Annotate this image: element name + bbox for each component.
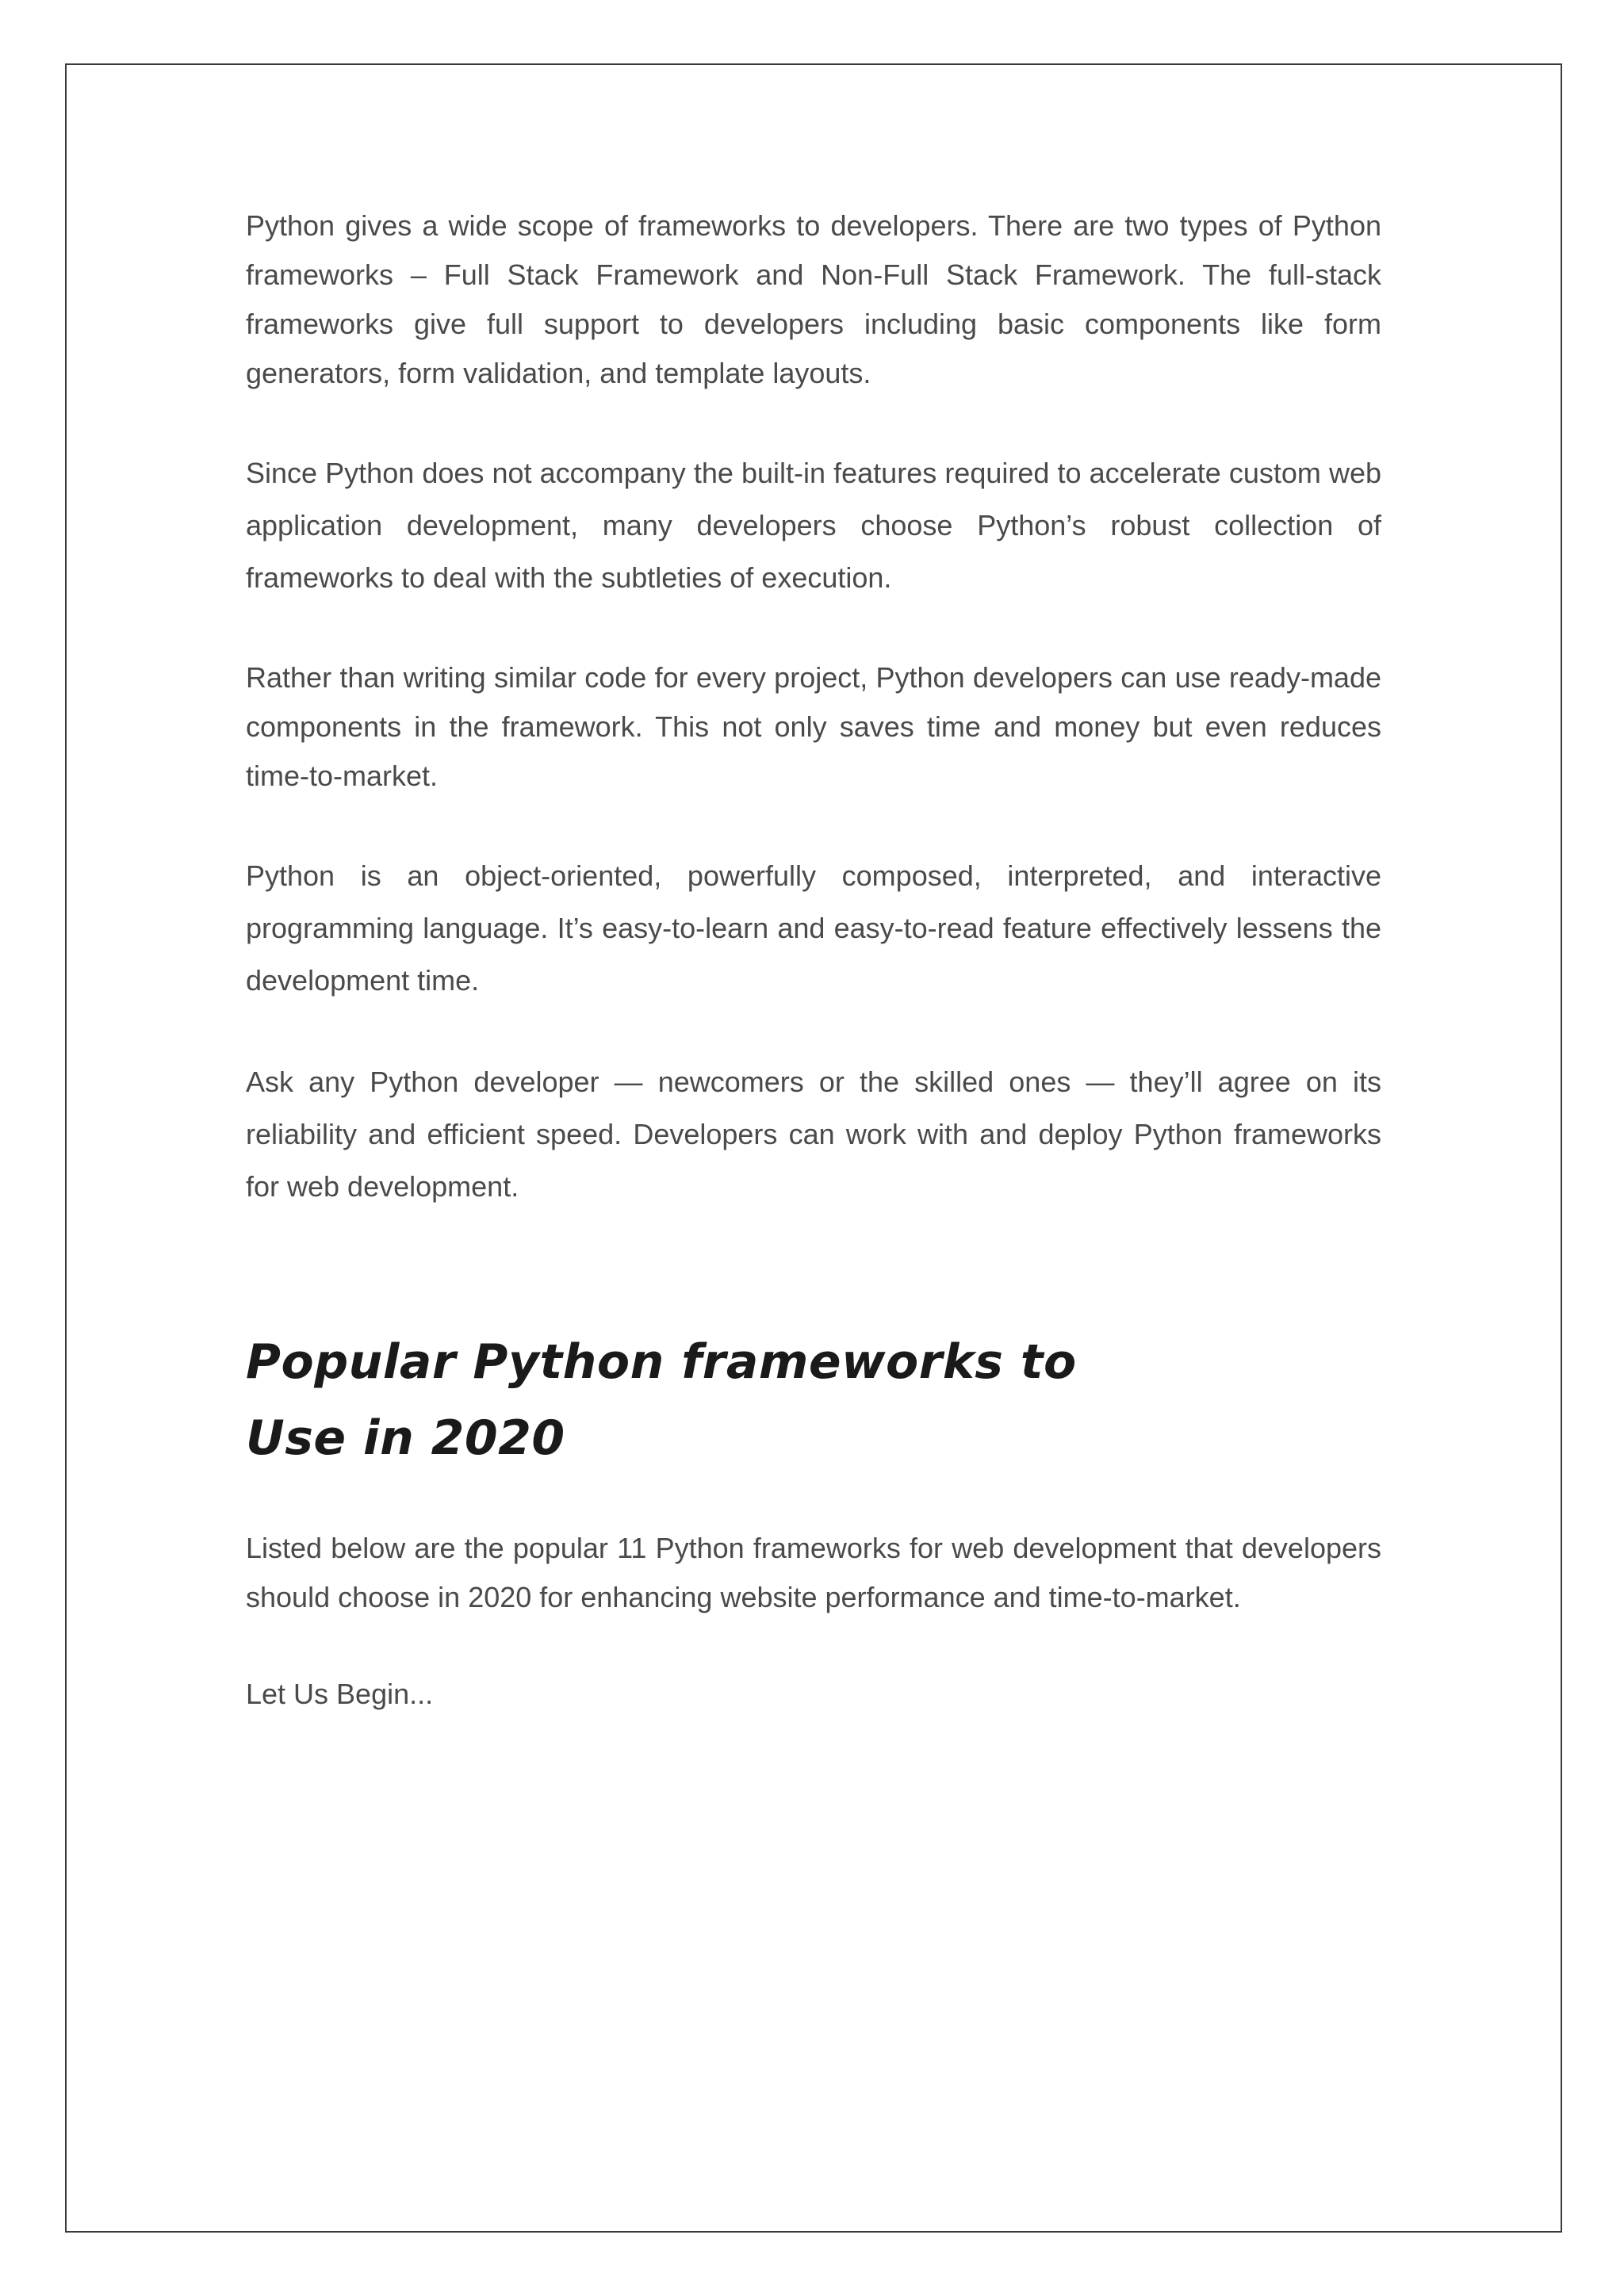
- paragraph-let-us-begin: Let Us Begin...: [246, 1678, 434, 1710]
- paragraph-listed-below: Listed below are the popular 11 Python frameworks for web development that developers should choose in 2020 for enhancing website performance and time-to-market.: [246, 1532, 1381, 1613]
- paragraph-object-oriented: Python is an object-oriented, powerfully composed, interpreted, and interactive programming language. It’s easy-to-learn and easy-to-read feature effectively lessens the development time.: [246, 859, 1381, 997]
- paragraph-built-in-features: Since Python does not accompany the built-in features required to accelerate custom web application development, many developers choose Python’s robust collection of frameworks to deal with the subtleties of execution.: [246, 457, 1381, 594]
- section-heading: Popular Python frameworks to Use in 2020: [246, 1334, 1077, 1466]
- paragraph-ready-made-components: Rather than writing similar code for every project, Python developers can use ready-made components in the framework. This not only saves time and money but even reduces time-to-market.: [246, 661, 1381, 792]
- document-body: [246, 201, 1381, 1719]
- paragraph-frameworks-intro: Python gives a wide scope of frameworks to developers. There are two types of Python frameworks – Full Stack Framework and Non-Full Stack Framework. The full-stack frameworks give full support to developers including basic components like form generators, form validation, and template layouts.: [246, 209, 1381, 389]
- paragraph-reliability: Ask any Python developer — newcomers or the skilled ones — they’ll agree on its reliability and efficient speed. Developers can work with and deploy Python frameworks for web development.: [246, 1066, 1381, 1203]
